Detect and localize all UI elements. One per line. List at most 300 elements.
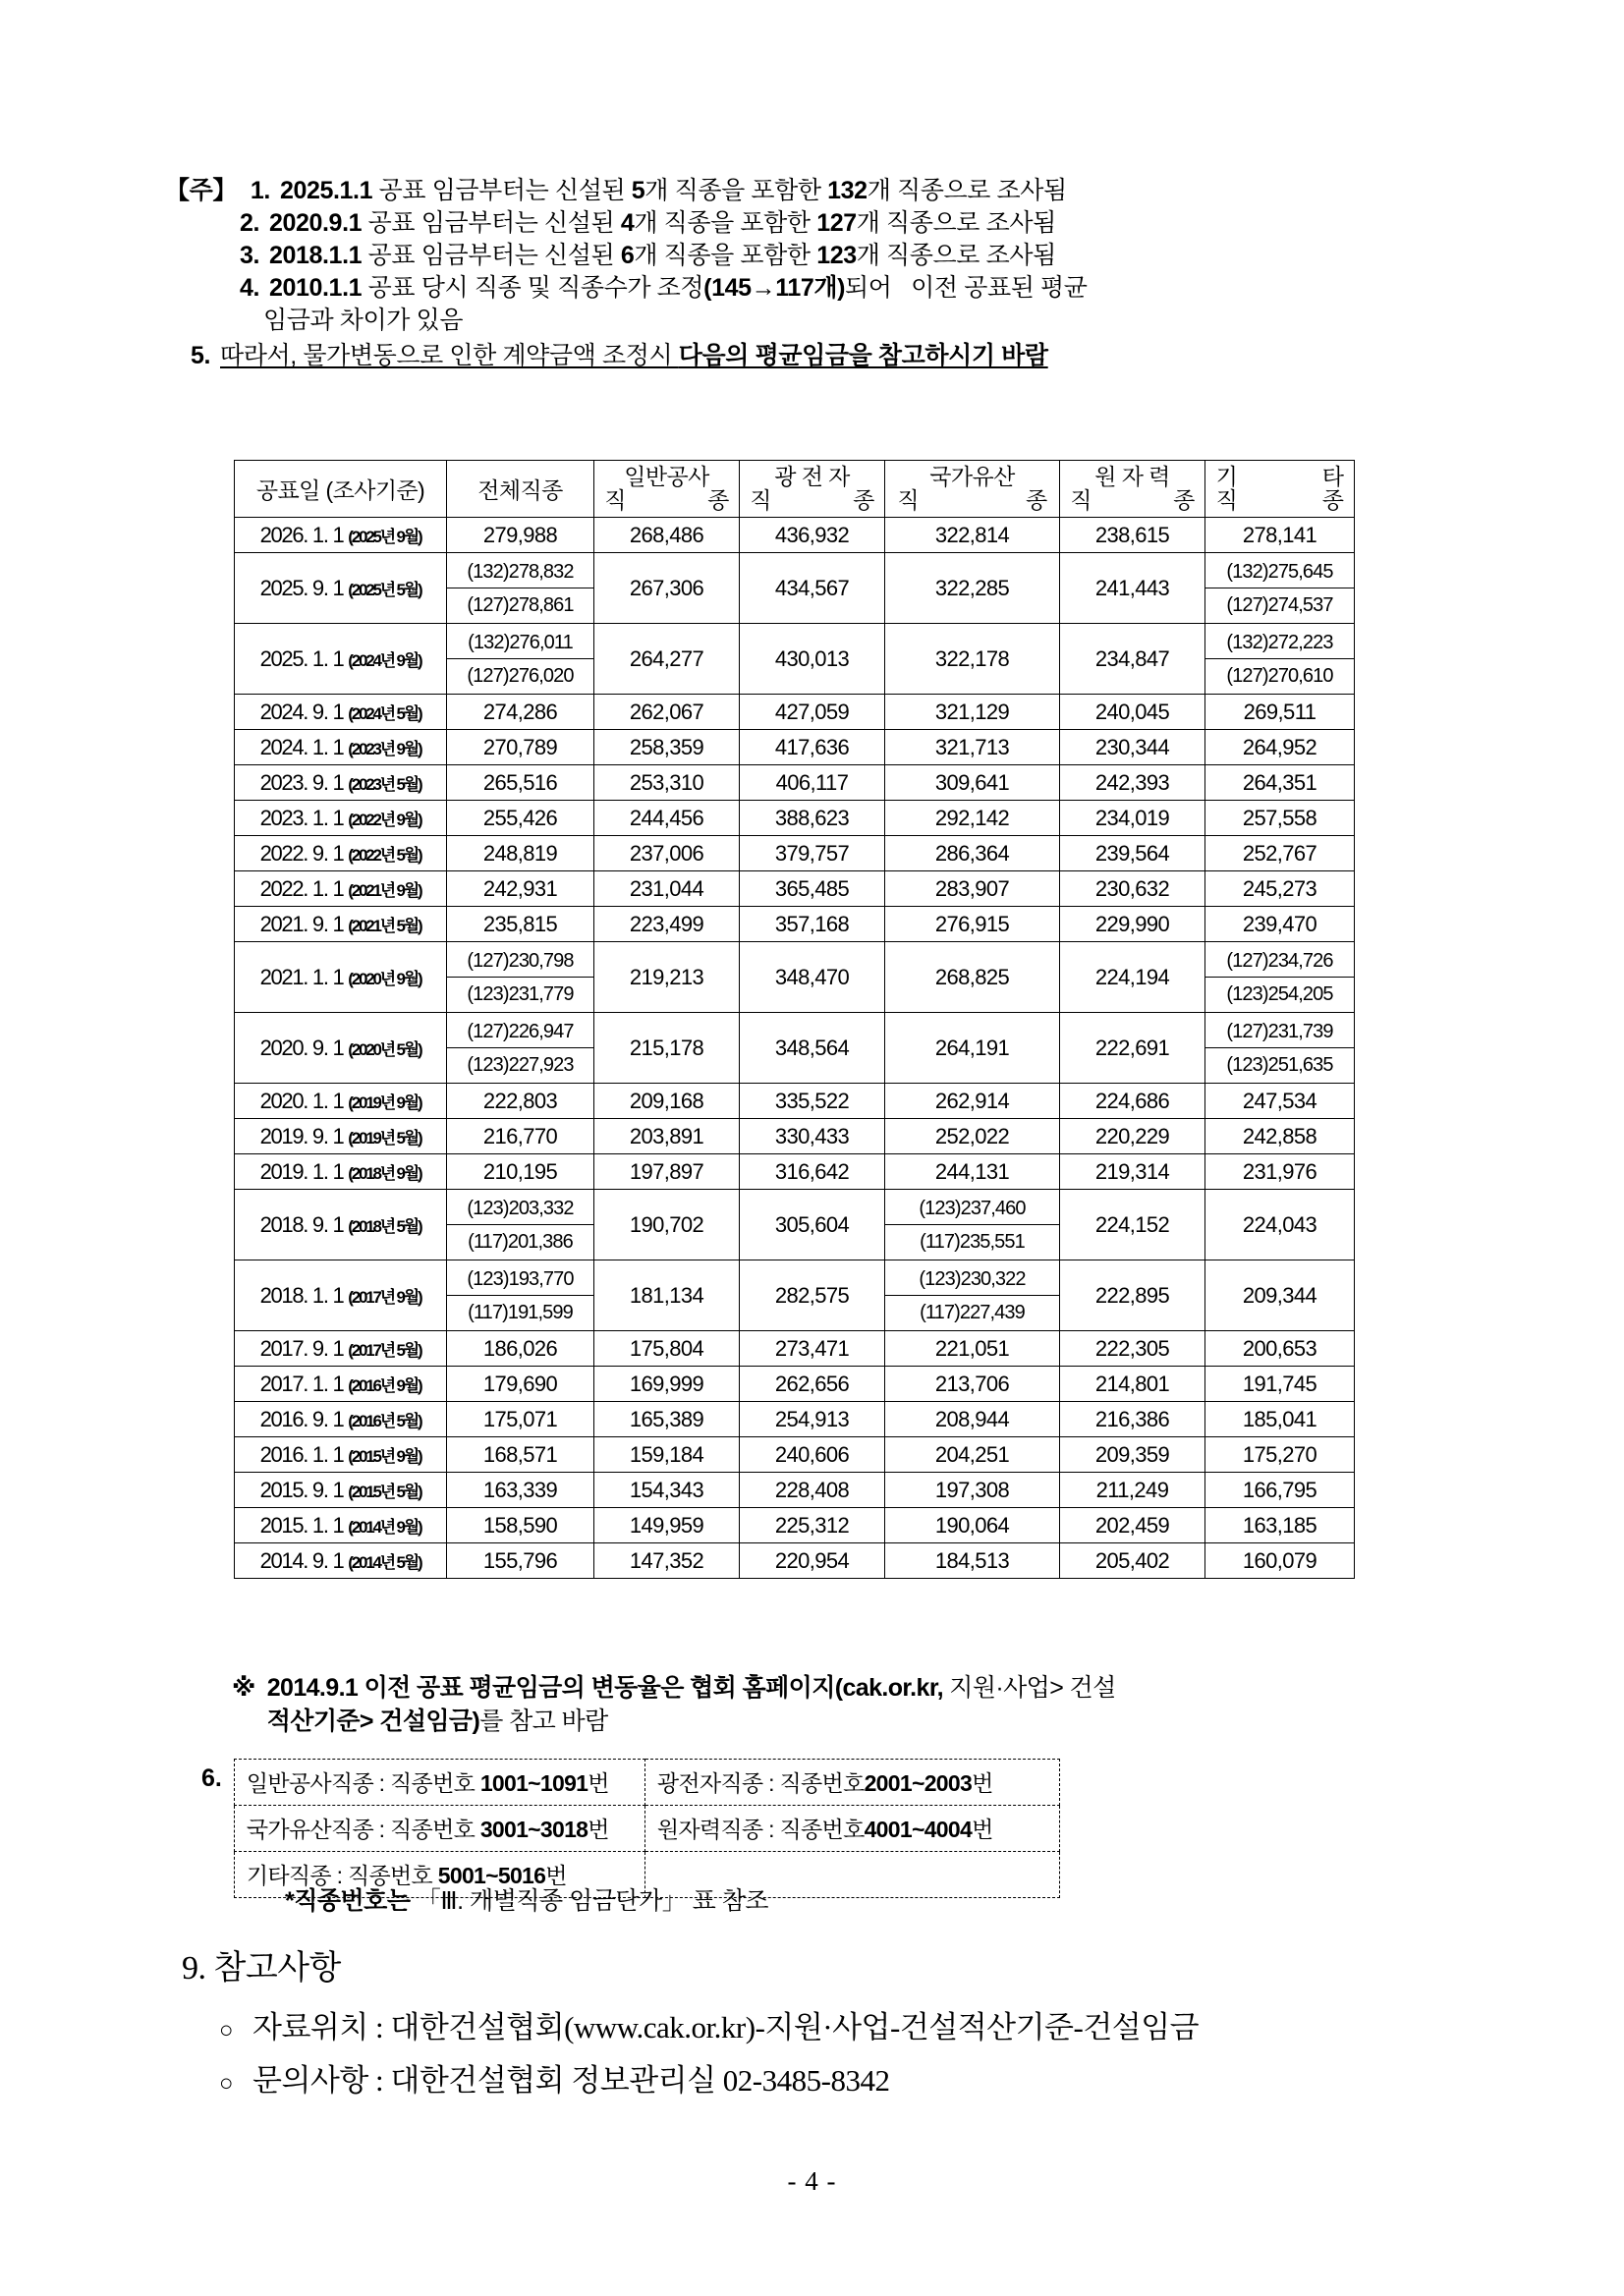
cell-announce-date [235, 730, 447, 765]
cell-national-heritage: 221,051 [885, 1331, 1060, 1367]
cell-optoelectronics: 365,485 [740, 871, 885, 907]
cell-general-construction: 231,044 [594, 871, 740, 907]
cell-general-construction: 209,168 [594, 1084, 740, 1119]
cell-general-construction: 149,959 [594, 1508, 740, 1543]
cell-national-heritage: 244,131 [885, 1154, 1060, 1190]
announce-date-survey: (2014년 9월) [348, 1517, 421, 1537]
th-etc [1205, 461, 1355, 518]
announce-date-survey: (2025년 5월) [348, 580, 421, 599]
table-row [235, 1154, 1355, 1190]
note-item-1 [165, 175, 1462, 207]
cell-national-heritage: 321,713 [885, 730, 1060, 765]
cell-announce-date [235, 907, 447, 942]
cell-nuclear: 202,459 [1060, 1508, 1205, 1543]
job-code-tail-etc: 번 [545, 1863, 567, 1888]
cell-announce-date [235, 1119, 447, 1154]
cell-general-construction: 181,134 [594, 1260, 740, 1331]
announce-date-survey: (2018년 5월) [348, 1216, 421, 1236]
table-row [235, 624, 1355, 695]
table-row [235, 1543, 1355, 1579]
job-code-cell-nuclear [644, 1806, 1059, 1852]
announce-date-main: 2018. 1. 1 [259, 1282, 349, 1308]
section-9-item-contact-text: 문의사항 : 대한건설협회 정보관리실 02-3485-8342 [252, 2063, 890, 2098]
cell-etc: 224,043 [1205, 1190, 1355, 1260]
note-item-3 [165, 240, 1462, 272]
announce-date-survey: (2015년 9월) [348, 1446, 421, 1466]
cell-announce-date [235, 801, 447, 836]
cell-general-construction: 258,359 [594, 730, 740, 765]
th-heritage-line2b: 종 [1025, 486, 1047, 513]
cell-national-heritage: 264,191 [885, 1013, 1060, 1084]
announce-date-main: 2016. 1. 1 [259, 1441, 349, 1467]
value-secondary: (123)254,205 [1226, 983, 1333, 1005]
star-note-mark: ※ [232, 1674, 255, 1702]
cell-announce-date [235, 765, 447, 801]
cell-national-heritage: 309,641 [885, 765, 1060, 801]
table-row [235, 1367, 1355, 1402]
th-general-line2b: 종 [707, 486, 729, 513]
value-primary: (127)226,947 [447, 1015, 593, 1048]
cell-all-trades: 222,803 [447, 1084, 594, 1119]
cell-nuclear: 234,847 [1060, 624, 1205, 695]
cell-optoelectronics: 406,117 [740, 765, 885, 801]
cell-all-trades: 274,286 [447, 695, 594, 730]
cell-all-trades: 270,789 [447, 730, 594, 765]
cell-optoelectronics: 430,013 [740, 624, 885, 695]
value-primary: (132)272,223 [1205, 626, 1354, 659]
cell-nuclear: 214,801 [1060, 1367, 1205, 1402]
cell-nuclear: 229,990 [1060, 907, 1205, 942]
job-code-tail-nuclear: 번 [972, 1817, 993, 1842]
note-marker-5: 5. [190, 342, 210, 369]
job-code-range-general: 1001~1091 [479, 1770, 588, 1796]
cell-etc: 264,351 [1205, 765, 1355, 801]
table-row [235, 871, 1355, 907]
cell-national-heritage: 322,814 [885, 518, 1060, 553]
cell-announce-date [235, 1543, 447, 1579]
th-nuclear [1060, 461, 1205, 518]
cell-announce-date [235, 1331, 447, 1367]
value-secondary: (117)201,386 [468, 1231, 573, 1253]
job-code-label-heritage: 국가유산직종 : 직종번호 [246, 1817, 480, 1842]
value-secondary: (117)191,599 [468, 1302, 573, 1323]
table-row [235, 907, 1355, 942]
value-secondary: (127)276,020 [467, 665, 574, 687]
cell-national-heritage: 292,142 [885, 801, 1060, 836]
job-code-tail-general: 번 [588, 1770, 609, 1796]
cell-general-construction: 169,999 [594, 1367, 740, 1402]
cell-optoelectronics: 379,757 [740, 836, 885, 871]
cell-optoelectronics: 316,642 [740, 1154, 885, 1190]
cell-optoelectronics: 282,575 [740, 1260, 885, 1331]
cell-announce-date [235, 1154, 447, 1190]
announce-date-survey: (2024년 5월) [348, 703, 421, 723]
cell-etc: 239,470 [1205, 907, 1355, 942]
th-optoelectronics [740, 461, 885, 518]
announce-date-main: 2017. 1. 1 [259, 1371, 349, 1396]
table-row [235, 1437, 1355, 1473]
cell-nuclear: 240,045 [1060, 695, 1205, 730]
cell-etc: 252,767 [1205, 836, 1355, 871]
table-row [235, 1119, 1355, 1154]
bullet-icon: ○ [219, 2071, 233, 2097]
cell-announce-date [235, 624, 447, 695]
announce-date-main: 2024. 1. 1 [259, 734, 349, 759]
cell-optoelectronics: 348,470 [740, 942, 885, 1013]
cell-etc: 163,185 [1205, 1508, 1355, 1543]
cell-all-trades: 235,815 [447, 907, 594, 942]
table-row [235, 1013, 1355, 1084]
section-9 [182, 1940, 1199, 2100]
announce-date-survey: (2021년 9월) [348, 880, 421, 900]
cell-all-trades [447, 942, 594, 1013]
cell-optoelectronics: 254,913 [740, 1402, 885, 1437]
cell-optoelectronics: 388,623 [740, 801, 885, 836]
star-note [232, 1671, 1450, 1738]
cell-announce-date [235, 1402, 447, 1437]
cell-national-heritage: 322,178 [885, 624, 1060, 695]
cell-national-heritage: 321,129 [885, 695, 1060, 730]
cell-nuclear: 220,229 [1060, 1119, 1205, 1154]
announce-date-survey: (2022년 9월) [348, 810, 421, 829]
cell-all-trades: 158,590 [447, 1508, 594, 1543]
cell-etc [1205, 553, 1355, 624]
value-secondary: (123)251,635 [1226, 1054, 1333, 1076]
cell-optoelectronics: 262,656 [740, 1367, 885, 1402]
announce-date-main: 2015. 1. 1 [259, 1512, 349, 1538]
job-code-label-etc: 기타직종 : 직종번호 [246, 1863, 438, 1888]
announce-date-main: 2019. 1. 1 [259, 1158, 349, 1184]
note-text-2: 2020.9.1 공표 임금부터는 신설된 4개 직종을 포함한 127개 직종으로 조사됨 [269, 209, 1056, 237]
table-row [235, 1508, 1355, 1543]
value-secondary: (117)235,551 [920, 1231, 1025, 1253]
job-code-tail-optical: 번 [972, 1770, 993, 1796]
value-primary: (127)234,726 [1205, 944, 1354, 978]
table-row [235, 836, 1355, 871]
section-9-item-contact [219, 2055, 1199, 2100]
bullet-icon: ○ [219, 2018, 233, 2044]
cell-all-trades [447, 1190, 594, 1260]
note-text-1: 2025.1.1 공표 임금부터는 신설된 5개 직종을 포함한 132개 직종으로 조사됨 [279, 177, 1067, 204]
job-code-cell-general [234, 1760, 644, 1806]
announce-date-survey: (2016년 9월) [348, 1375, 421, 1395]
table-row [235, 1190, 1355, 1260]
cell-etc: 231,976 [1205, 1154, 1355, 1190]
cell-announce-date [235, 1437, 447, 1473]
star-note-line1c: 지원·사업> 건설 [942, 1674, 1116, 1702]
cell-announce-date [235, 518, 447, 553]
table-header-row [235, 461, 1355, 518]
value-secondary: (123)231,779 [467, 983, 574, 1005]
cell-etc: 242,858 [1205, 1119, 1355, 1154]
cell-general-construction: 262,067 [594, 695, 740, 730]
cell-national-heritage: 252,022 [885, 1119, 1060, 1154]
cell-optoelectronics: 220,954 [740, 1543, 885, 1579]
cell-all-trades: 179,690 [447, 1367, 594, 1402]
notes-block [165, 175, 1462, 372]
cell-etc: 166,795 [1205, 1473, 1355, 1508]
cell-national-heritage: 208,944 [885, 1402, 1060, 1437]
announce-date-survey: (2024년 9월) [348, 650, 421, 670]
announce-date-main: 2016. 9. 1 [259, 1406, 349, 1431]
th-general-construction [594, 461, 740, 518]
cell-national-heritage: 286,364 [885, 836, 1060, 871]
cell-optoelectronics: 434,567 [740, 553, 885, 624]
cell-announce-date [235, 553, 447, 624]
cell-national-heritage: 276,915 [885, 907, 1060, 942]
job-code-footnote [285, 1881, 768, 1917]
cell-announce-date [235, 942, 447, 1013]
cell-nuclear: 238,615 [1060, 518, 1205, 553]
cell-nuclear: 222,895 [1060, 1260, 1205, 1331]
cell-general-construction: 190,702 [594, 1190, 740, 1260]
job-code-footnote-rest: 「Ⅲ. 개별직종 임금단가」 표 참조 [410, 1887, 769, 1915]
note-item-4 [165, 272, 1462, 305]
announce-date-survey: (2017년 9월) [348, 1287, 421, 1307]
cell-nuclear: 239,564 [1060, 836, 1205, 871]
th-optical-line2a: 직 [750, 486, 771, 513]
th-announce-date: 공표일 (조사기준) [235, 461, 447, 518]
value-primary: (132)276,011 [447, 626, 593, 659]
cell-all-trades: 216,770 [447, 1119, 594, 1154]
value-primary: (123)230,322 [885, 1262, 1059, 1296]
cell-etc: 247,534 [1205, 1084, 1355, 1119]
cell-all-trades [447, 1260, 594, 1331]
cell-general-construction: 237,006 [594, 836, 740, 871]
job-code-tail-heritage: 번 [588, 1817, 609, 1842]
announce-date-survey: (2017년 5월) [348, 1340, 421, 1360]
cell-nuclear: 234,019 [1060, 801, 1205, 836]
cell-general-construction: 215,178 [594, 1013, 740, 1084]
cell-announce-date [235, 1084, 447, 1119]
note-marker-1: 1. [250, 177, 270, 204]
value-primary: (127)231,739 [1205, 1015, 1354, 1048]
value-primary: (123)237,460 [885, 1192, 1059, 1225]
announce-date-main: 2023. 9. 1 [259, 769, 349, 795]
value-primary: (132)275,645 [1205, 555, 1354, 588]
cell-etc: 245,273 [1205, 871, 1355, 907]
cell-etc: 191,745 [1205, 1367, 1355, 1402]
value-secondary: (123)227,923 [467, 1054, 574, 1076]
announce-date-survey: (2021년 5월) [348, 916, 421, 935]
cell-announce-date [235, 1260, 447, 1331]
cell-general-construction: 147,352 [594, 1543, 740, 1579]
cell-national-heritage: 268,825 [885, 942, 1060, 1013]
value-primary: (132)278,832 [447, 555, 593, 588]
cell-announce-date [235, 1190, 447, 1260]
cell-all-trades: 168,571 [447, 1437, 594, 1473]
table-row [235, 730, 1355, 765]
cell-all-trades [447, 553, 594, 624]
announce-date-main: 2024. 9. 1 [259, 699, 349, 724]
table-row [235, 942, 1355, 1013]
th-general-line1: 일반공사 [624, 463, 709, 489]
note-text-4: 2010.1.1 공표 당시 직종 및 직종수가 조정(145→117개)되어 이전 공표된 평균 [269, 274, 1088, 302]
note-text-5: 따라서, 물가변동으로 인한 계약금액 조정시 다음의 평균임금을 참고하시기 바람 [220, 342, 1048, 369]
cell-national-heritage: 190,064 [885, 1508, 1060, 1543]
cell-general-construction: 244,456 [594, 801, 740, 836]
note-marker-4: 4. [239, 274, 259, 302]
cell-etc: 269,511 [1205, 695, 1355, 730]
cell-etc: 209,344 [1205, 1260, 1355, 1331]
announce-date-survey: (2015년 5월) [348, 1482, 421, 1501]
cell-all-trades [447, 1013, 594, 1084]
cell-etc: 175,270 [1205, 1437, 1355, 1473]
cell-nuclear: 230,344 [1060, 730, 1205, 765]
star-note-line1b: (cak.or.kr, [834, 1674, 943, 1702]
th-general-line2a: 직 [604, 486, 626, 513]
wage-table-wrapper [234, 460, 1355, 1579]
th-all-trades: 전체직종 [447, 461, 594, 518]
value-secondary: (117)227,439 [920, 1302, 1025, 1323]
value-secondary: (127)270,610 [1226, 665, 1333, 687]
cell-nuclear: 216,386 [1060, 1402, 1205, 1437]
item6-number: 6. [201, 1764, 222, 1792]
table-row [235, 765, 1355, 801]
th-optical-line2b: 종 [853, 486, 874, 513]
cell-etc [1205, 942, 1355, 1013]
table-row [235, 1331, 1355, 1367]
th-heritage-line1: 국가유산 [929, 463, 1015, 489]
cell-etc: 257,558 [1205, 801, 1355, 836]
note-marker-3: 3. [239, 242, 259, 269]
cell-all-trades: 248,819 [447, 836, 594, 871]
announce-date-main: 2026. 1. 1 [259, 522, 349, 547]
cell-general-construction: 197,897 [594, 1154, 740, 1190]
star-note-line2b: 를 참고 바람 [479, 1708, 608, 1735]
cell-national-heritage: 204,251 [885, 1437, 1060, 1473]
cell-nuclear: 242,393 [1060, 765, 1205, 801]
announce-date-survey: (2019년 5월) [348, 1128, 421, 1148]
announce-date-main: 2021. 1. 1 [259, 964, 349, 989]
cell-national-heritage: 262,914 [885, 1084, 1060, 1119]
announce-date-main: 2022. 9. 1 [259, 840, 349, 866]
announce-date-main: 2023. 1. 1 [259, 805, 349, 830]
cell-etc [1205, 624, 1355, 695]
cell-etc: 278,141 [1205, 518, 1355, 553]
th-heritage-line2a: 직 [897, 486, 920, 513]
job-code-label-optical: 광전자직종 : 직종번호 [656, 1770, 865, 1796]
item6-block [201, 1759, 1060, 1898]
section-9-item-source [219, 2002, 1199, 2046]
table-row [235, 1260, 1355, 1331]
job-code-cell-heritage [234, 1806, 644, 1852]
cell-nuclear: 222,305 [1060, 1331, 1205, 1367]
cell-general-construction: 203,891 [594, 1119, 740, 1154]
th-nuclear-line2a: 직 [1070, 486, 1092, 513]
notes-prefix: 【주】 [165, 177, 237, 204]
announce-date-main: 2025. 1. 1 [259, 645, 349, 671]
cell-national-heritage [885, 1190, 1060, 1260]
cell-general-construction: 268,486 [594, 518, 740, 553]
th-etc-line2a: 직 [1215, 486, 1238, 513]
cell-announce-date [235, 836, 447, 871]
cell-general-construction: 154,343 [594, 1473, 740, 1508]
cell-nuclear: 219,314 [1060, 1154, 1205, 1190]
cell-all-trades [447, 624, 594, 695]
cell-nuclear: 224,194 [1060, 942, 1205, 1013]
th-etc-line1b: 타 [1321, 463, 1344, 489]
cell-nuclear: 241,443 [1060, 553, 1205, 624]
cell-national-heritage: 322,285 [885, 553, 1060, 624]
cell-general-construction: 267,306 [594, 553, 740, 624]
job-code-label-general: 일반공사직종 : 직종번호 [246, 1770, 480, 1796]
cell-etc: 264,952 [1205, 730, 1355, 765]
announce-date-main: 2018. 9. 1 [259, 1211, 349, 1237]
cell-optoelectronics: 335,522 [740, 1084, 885, 1119]
job-code-range-heritage: 3001~3018 [479, 1817, 588, 1842]
cell-nuclear: 222,691 [1060, 1013, 1205, 1084]
job-code-range-etc: 5001~5016 [437, 1863, 546, 1888]
table-row [235, 553, 1355, 624]
table-row [235, 518, 1355, 553]
wage-table-body [235, 518, 1355, 1579]
cell-optoelectronics: 357,168 [740, 907, 885, 942]
note-text-3: 2018.1.1 공표 임금부터는 신설된 6개 직종을 포함한 123개 직종으로 조사됨 [269, 242, 1056, 269]
cell-announce-date [235, 1473, 447, 1508]
cell-announce-date [235, 1013, 447, 1084]
wage-table [234, 460, 1355, 1579]
th-nuclear-line2b: 종 [1173, 486, 1195, 513]
value-primary: (123)203,332 [447, 1192, 593, 1225]
cell-nuclear: 205,402 [1060, 1543, 1205, 1579]
cell-optoelectronics: 273,471 [740, 1331, 885, 1367]
announce-date-main: 2020. 9. 1 [259, 1035, 349, 1060]
value-primary: (123)193,770 [447, 1262, 593, 1296]
cell-general-construction: 159,184 [594, 1437, 740, 1473]
section-9-item-source-text: 자료위치 : 대한건설협회(www.cak.or.kr)-지원·사업-건설적산기준-건설임금 [252, 2010, 1200, 2044]
cell-all-trades: 175,071 [447, 1402, 594, 1437]
cell-announce-date [235, 1508, 447, 1543]
value-secondary: (127)278,861 [467, 594, 574, 616]
announce-date-main: 2025. 9. 1 [259, 575, 349, 600]
cell-optoelectronics: 240,606 [740, 1437, 885, 1473]
th-etc-line2b: 종 [1321, 486, 1344, 513]
announce-date-main: 2019. 9. 1 [259, 1123, 349, 1148]
cell-optoelectronics: 417,636 [740, 730, 885, 765]
job-code-range-nuclear: 4001~4004 [864, 1817, 973, 1842]
note-item-4-continuation: 임금과 차이가 있음 [263, 307, 464, 334]
cell-national-heritage [885, 1260, 1060, 1331]
announce-date-survey: (2020년 9월) [348, 969, 421, 988]
cell-etc [1205, 1013, 1355, 1084]
announce-date-survey: (2019년 9월) [348, 1092, 421, 1112]
announce-date-main: 2014. 9. 1 [259, 1547, 349, 1573]
cell-all-trades: 155,796 [447, 1543, 594, 1579]
announce-date-main: 2022. 1. 1 [259, 875, 349, 901]
table-row [235, 1084, 1355, 1119]
cell-general-construction: 165,389 [594, 1402, 740, 1437]
star-note-line1a: 2014.9.1 이전 공표 평균임금의 변동율은 협회 홈페이지 [266, 1674, 835, 1702]
cell-national-heritage: 184,513 [885, 1543, 1060, 1579]
announce-date-survey: (2014년 5월) [348, 1552, 421, 1572]
cell-etc: 200,653 [1205, 1331, 1355, 1367]
cell-national-heritage: 197,308 [885, 1473, 1060, 1508]
cell-all-trades: 210,195 [447, 1154, 594, 1190]
cell-all-trades: 255,426 [447, 801, 594, 836]
cell-general-construction: 223,499 [594, 907, 740, 942]
cell-nuclear: 209,359 [1060, 1437, 1205, 1473]
announce-date-survey: (2016년 5월) [348, 1411, 421, 1430]
cell-national-heritage: 283,907 [885, 871, 1060, 907]
note-marker-2: 2. [239, 209, 259, 237]
note-item-5 [165, 339, 1462, 372]
announce-date-main: 2017. 9. 1 [259, 1335, 349, 1361]
note-item-2 [165, 207, 1462, 240]
table-row [235, 801, 1355, 836]
th-national-heritage [885, 461, 1060, 518]
cell-all-trades: 163,339 [447, 1473, 594, 1508]
